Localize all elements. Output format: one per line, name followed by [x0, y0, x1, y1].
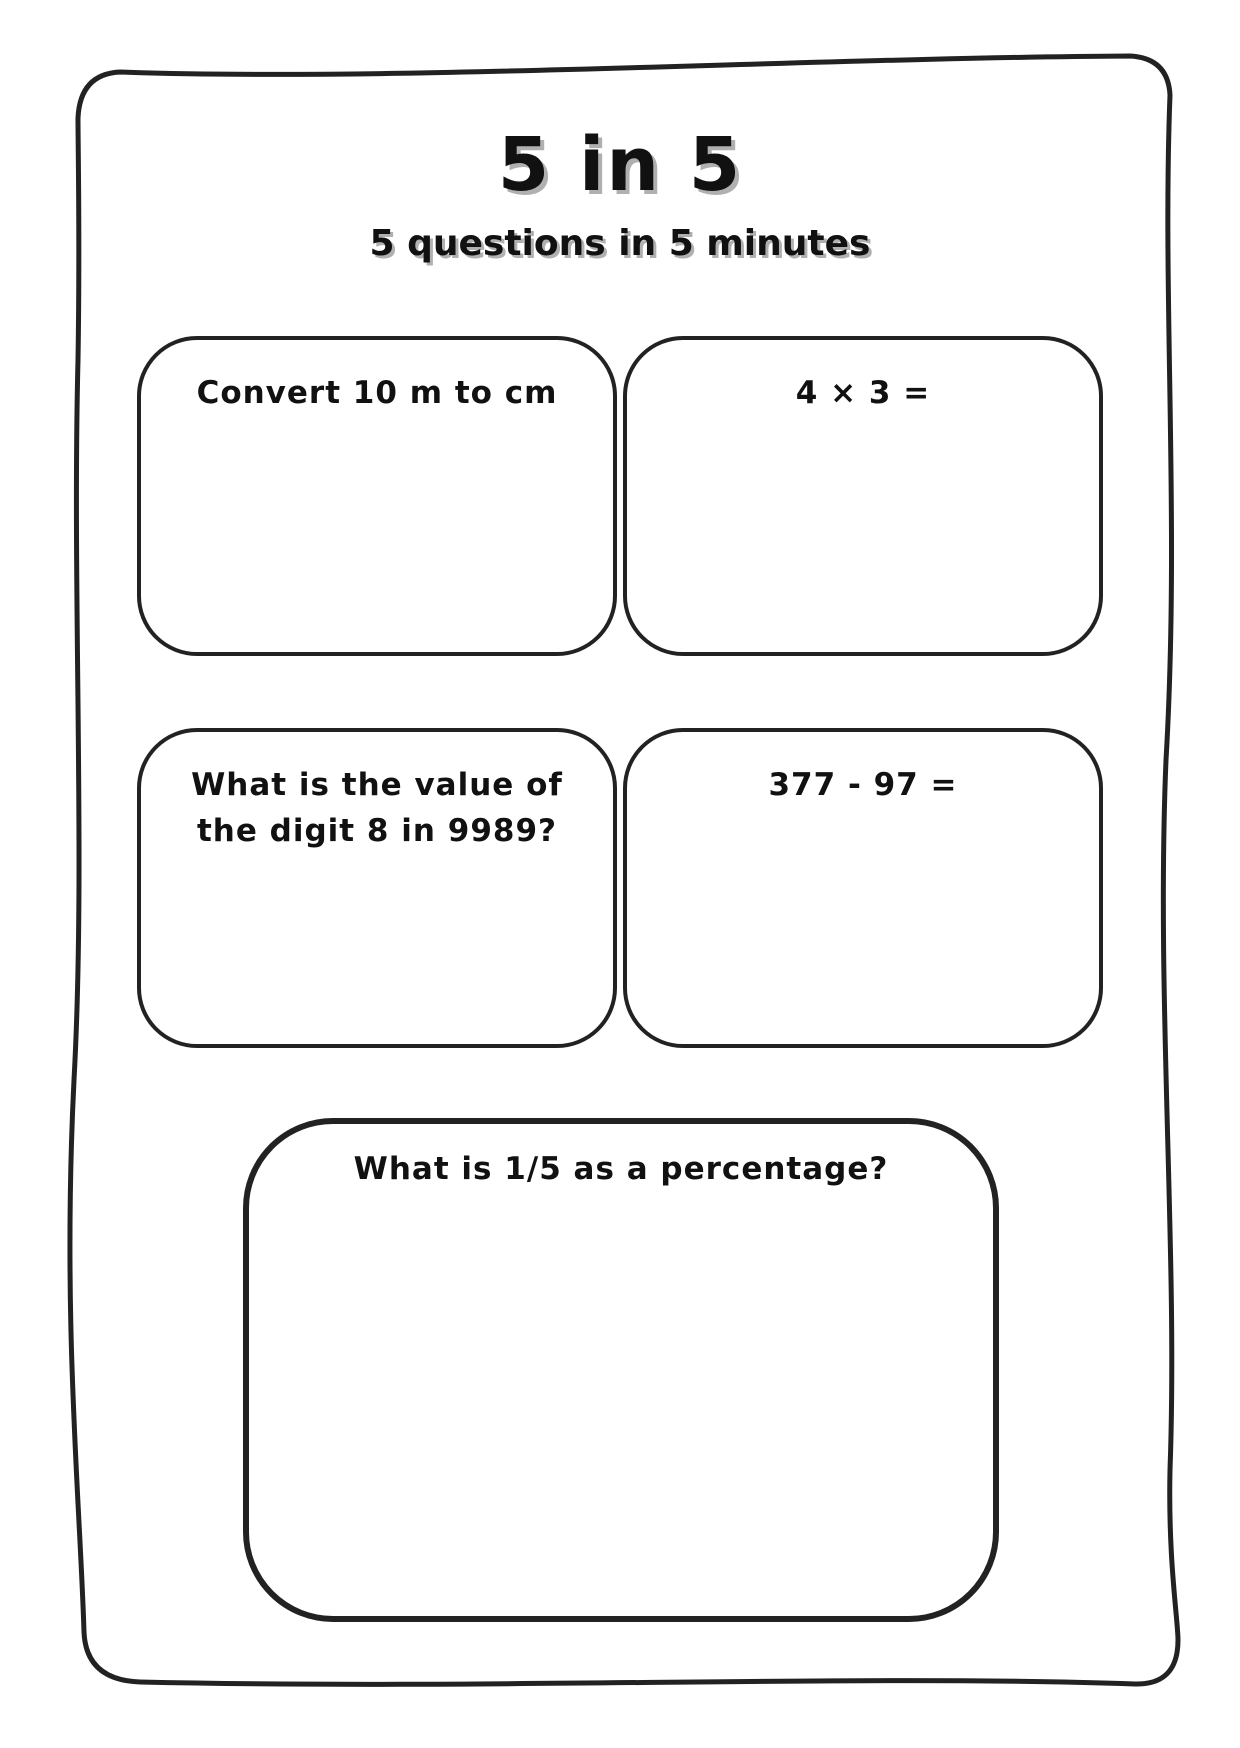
question-text: What is 1/5 as a percentage?	[353, 1151, 889, 1187]
question-text: 377 - 97 =	[768, 767, 958, 803]
page-subtitle: 5 questions in 5 minutes	[369, 223, 871, 264]
question-box-1[interactable]	[137, 336, 617, 656]
question-text: 4 × 3 =	[795, 375, 931, 411]
question-text: Convert 10 m to cm	[196, 375, 558, 411]
question-box-3[interactable]	[137, 728, 617, 1048]
question-box-5[interactable]	[243, 1118, 999, 1622]
page-title: 5 in 5	[497, 122, 743, 208]
question-box-2[interactable]	[623, 336, 1103, 656]
question-box-4[interactable]	[623, 728, 1103, 1048]
question-text: What is the value of the digit 8 in 9989?	[191, 767, 563, 849]
